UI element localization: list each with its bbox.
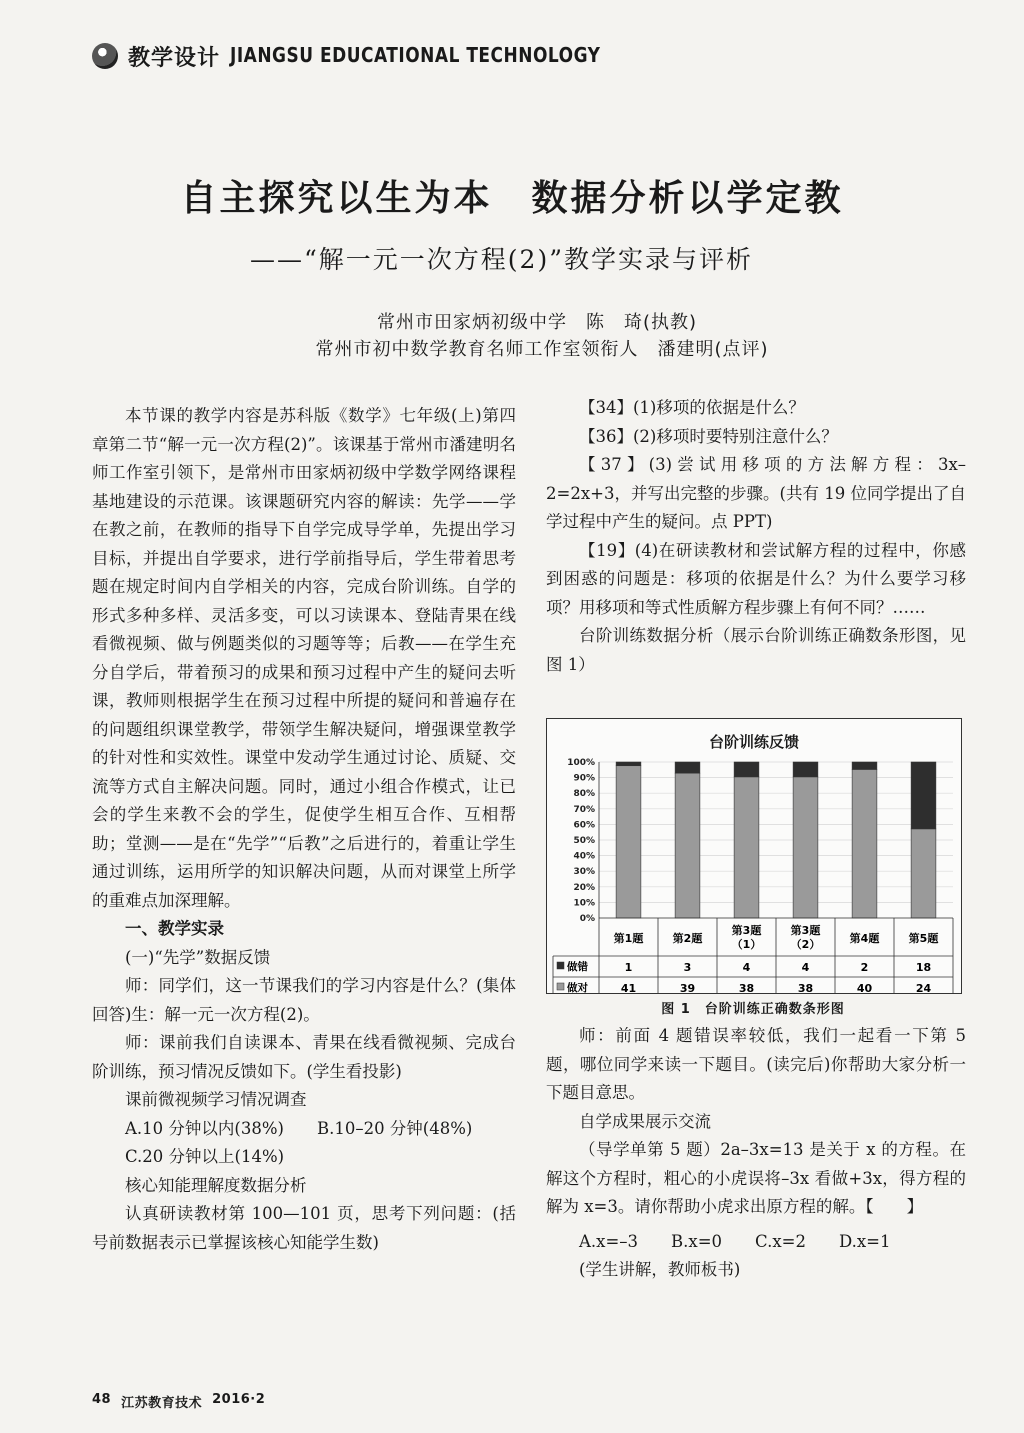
article-subtitle: ——“解一元一次方程(2)”教学实录与评析 (250, 245, 753, 274)
legend-label: 做错 (567, 961, 588, 973)
y-tick-label: 0% (579, 914, 595, 924)
left-column (92, 402, 516, 1257)
paragraph: 核心知能理解度数据分析 (125, 1175, 307, 1195)
bar-wrong (793, 762, 818, 777)
paragraph: 师：课前我们自读课本、青果在线看微视频、完成台阶训练，预习情况反馈如下。(学生看投影) (92, 1033, 516, 1081)
bar-wrong (675, 762, 700, 773)
author-line-1: 常州市田家炳初级中学 陈 琦(执教) (376, 312, 698, 333)
data-label: 3 (683, 961, 692, 974)
y-tick-label: 90% (573, 773, 595, 784)
footer-issue: 2016·2 (212, 1392, 266, 1407)
x-tick-label: 第3题（2） (790, 924, 821, 951)
y-tick-label: 40% (573, 851, 595, 862)
y-tick-label: 50% (573, 836, 595, 846)
paragraph: (学生讲解，教师板书) (579, 1260, 741, 1279)
data-label: 38 (738, 982, 755, 993)
bar-wrong (734, 762, 759, 777)
data-label: 40 (856, 982, 873, 993)
data-label: 4 (742, 961, 751, 974)
survey-options: A.10 分钟以内(38%) B.10–20 分钟(48%) (125, 1118, 473, 1138)
chart-title: 台阶训练反馈 (708, 733, 799, 751)
article-title: 自主探究以生为本 数据分析以学定教 (180, 178, 844, 219)
survey-options: C.20 分钟以上(14%) (125, 1147, 285, 1166)
legend-label: 做对 (567, 982, 588, 993)
x-tick-label: 第3题（1） (731, 924, 762, 951)
right-column-top (546, 394, 966, 679)
intro-paragraph: 本节课的教学内容是苏科版《数学》七年级(上)第四章第二节“解一元一次方程(2)”。该课基于常州市潘建明名师工作室引领下，是常州市田家炳初级中学数学网络课程基地建设的示范课。该课题研究内容的解读：先学——学在教之前，在教师的指导下自学完成导学单，先提出学习目标，并提出自学要求，进行学前指导后，学生带着思考题在规定时间内自学相关的内容，完成台阶训练。自学的形式多种多样、灵活多变，可以习读课本、登陆青果在线看微视频、做与例题类似的习题等等；后教——在学生充分自学后，带着预习的成果和预习过程中产生的疑问去听课，教师则根据学生在预习过程中所提的疑问和普遍存在的问题组织课堂教学，带领学生解决疑问，增强课堂教学的针对性和实效性。课堂中发动学生通过讨论、质疑、交流等方式自主解决问题。同时，通过小组合作模式，让已会的学生来教不会的学生，促使学生相互合作、互相帮助；堂测——是在“先学”“后教”之后进行的，着重让学生通过训练，运用所学的知识解决问题，从而对课堂上所学的重难点加深理解。 (92, 406, 516, 910)
bar-wrong (911, 762, 936, 829)
y-tick-label: 10% (573, 898, 595, 909)
data-label: 4 (801, 961, 810, 974)
chart-svg (547, 719, 961, 993)
bar-correct (616, 766, 641, 918)
x-tick-label: 第4题 (849, 932, 880, 945)
bar-correct (911, 829, 936, 918)
paragraph: 自学成果展示交流 (579, 1111, 711, 1131)
data-label: 38 (797, 982, 814, 993)
x-tick-label: 第5题 (908, 932, 939, 945)
y-tick-label: 30% (573, 867, 595, 878)
bar-chart (546, 718, 962, 994)
legend-swatch (557, 962, 564, 969)
answer-options: A.x=–3 B.x=0 C.x=2 D.x=1 (579, 1231, 891, 1251)
question-item: 【37】(3)尝试用移项的方法解方程：3x–2=2x+3，并写出完整的步骤。(共有 19 位同学提出了自学过程中产生的疑问。点 PPT) (546, 455, 966, 531)
y-tick-label: 70% (573, 804, 595, 815)
chart-intro: 台阶训练数据分析（展示台阶训练正确数条形图，见图 1） (546, 626, 966, 674)
section-heading: 一、教学实录 (125, 919, 224, 938)
y-tick-label: 80% (573, 789, 595, 800)
question-item: 【34】(1)移项的依据是什么？ (579, 398, 805, 417)
y-tick-label: 100% (567, 758, 595, 768)
paragraph: 师：同学们，这一节课我们的学习内容是什么？(集体回答)生：解一元一次方程(2)。 (92, 976, 516, 1024)
journal-logo-icon (92, 43, 118, 69)
bar-correct (852, 769, 877, 918)
bar-correct (734, 777, 759, 918)
page-footer (92, 1392, 265, 1411)
data-label: 39 (679, 982, 696, 993)
paragraph: 课前微视频学习情况调查 (125, 1090, 307, 1109)
y-tick-label: 60% (573, 820, 595, 831)
x-tick-label: 第1题 (613, 932, 644, 945)
journal-name: JIANGSU EDUCATIONAL TECHNOLOGY (230, 44, 601, 68)
figure-caption: 图 1 台阶训练正确数条形图 (661, 1002, 845, 1017)
section-name: 教学设计 (128, 45, 221, 71)
subsection-heading: (一)“先学”数据反馈 (125, 947, 271, 967)
footer-journal: 江苏教育技术 (121, 1396, 203, 1411)
bar-wrong (616, 762, 641, 766)
data-label: 2 (860, 961, 869, 974)
page-number: 48 (92, 1392, 112, 1407)
data-label: 24 (915, 982, 932, 993)
data-label: 41 (620, 982, 637, 993)
bar-correct (675, 773, 700, 918)
page-header (92, 36, 600, 76)
paragraph: 师：前面 4 题错误率较低，我们一起看一下第 5 题，哪位同学来读一下题目。(读完后)你帮助大家分析一下题目意思。 (546, 1026, 966, 1102)
y-tick-label: 20% (573, 882, 595, 893)
question-item: 【36】(2)移项时要特别注意什么？ (579, 426, 838, 446)
x-tick-label: 第2题 (672, 932, 703, 945)
data-label: 18 (915, 961, 932, 974)
legend-swatch (557, 983, 564, 990)
paragraph: 认真研读教材第 100—101 页，思考下列问题：(括号前数据表示已掌握该核心知能学生数) (92, 1204, 516, 1252)
paragraph: （导学单第 5 题）2a–3x=13 是关于 x 的方程。在解这个方程时，粗心的小虎误将–3x 看做+3x，得方程的解为 x=3。请你帮助小虎求出原方程的解。【 】 (546, 1140, 966, 1216)
data-label: 1 (624, 961, 633, 974)
author-line-2: 常州市初中数学教育名师工作室领衔人 潘建明(点评) (315, 339, 769, 360)
bar-correct (793, 777, 818, 918)
right-column-bottom (546, 1022, 966, 1285)
question-item: 【19】(4)在研读教材和尝试解方程的过程中，你感到困惑的问题是：移项的依据是什么？为什么要学习移项？用移项和等式性质解方程步骤上有何不同？…… (546, 540, 966, 617)
bar-wrong (852, 762, 877, 769)
